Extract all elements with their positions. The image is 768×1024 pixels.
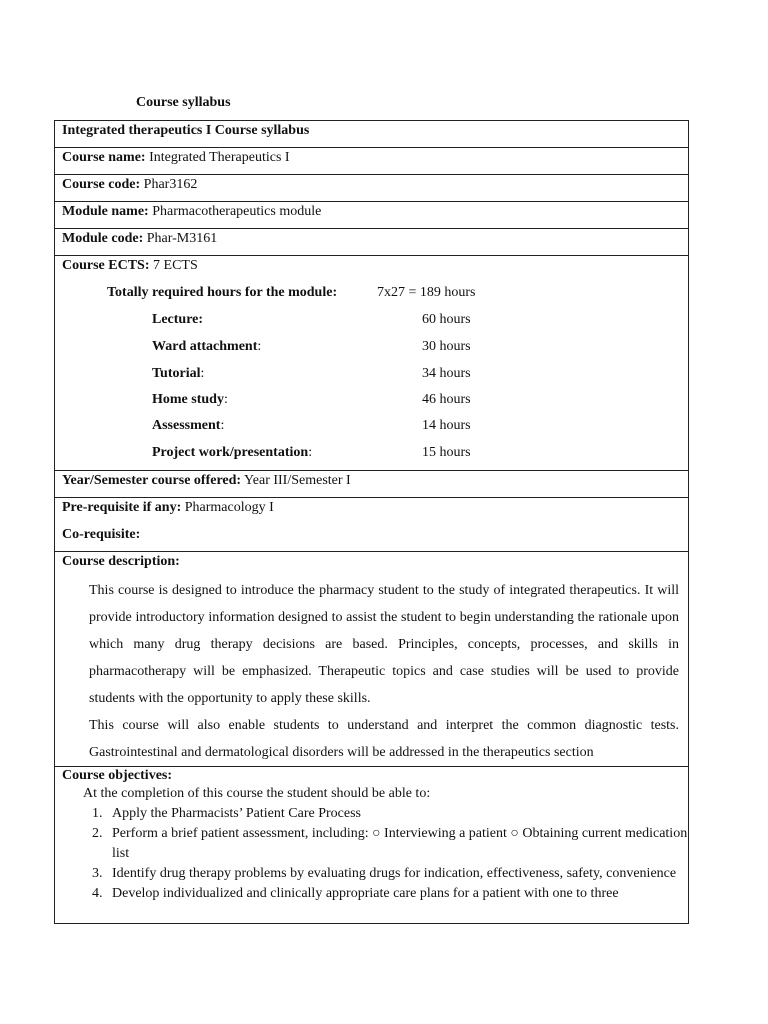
prerequisite-value: Pharmacology I bbox=[181, 500, 274, 515]
breakdown-hours: 46 hours bbox=[422, 392, 471, 407]
module-code-row bbox=[55, 229, 688, 256]
breakdown-hours: 14 hours bbox=[422, 418, 471, 433]
objective-item: 4. Develop individualized and clinically appropriate care plans for a patient with one to three bbox=[106, 884, 688, 904]
course-name-value: Integrated Therapeutics I bbox=[145, 150, 290, 165]
syllabus-table bbox=[54, 120, 689, 924]
breakdown-hours: 34 hours bbox=[422, 366, 471, 381]
ects-value: 7 ECTS bbox=[149, 258, 198, 273]
breakdown-item bbox=[152, 311, 552, 329]
course-objectives-label: Course objectives: bbox=[62, 768, 173, 783]
objectives-list bbox=[62, 804, 688, 904]
module-name-row bbox=[55, 202, 688, 229]
breakdown-suffix: : bbox=[200, 366, 205, 381]
prerequisite-label: Pre-requisite if any: bbox=[62, 500, 182, 515]
total-hours-value: 7x27 = 189 hours bbox=[377, 285, 476, 300]
objective-item: 1. Apply the Pharmacists’ Patient Care Process bbox=[106, 804, 688, 824]
breakdown-item bbox=[152, 338, 552, 356]
course-name-row bbox=[55, 148, 688, 175]
module-name-value: Pharmacotherapeutics module bbox=[148, 204, 322, 219]
table-title-row bbox=[55, 121, 688, 148]
ects-row bbox=[55, 256, 688, 471]
course-description-text bbox=[89, 577, 679, 766]
breakdown-suffix: : bbox=[198, 312, 204, 327]
requisites-row bbox=[55, 498, 688, 552]
breakdown-label: Project work/presentation bbox=[152, 445, 309, 460]
objective-item: 2. Perform a brief patient assessment, including: ○ Interviewing a patient ○ Obtaining current medication list bbox=[106, 824, 688, 864]
breakdown-label: Home study bbox=[152, 392, 224, 407]
year-semester-row bbox=[55, 471, 688, 498]
year-semester-label: Year/Semester course offered: bbox=[62, 473, 242, 488]
module-code-value: Phar-M3161 bbox=[143, 231, 218, 246]
course-code-value: Phar3162 bbox=[140, 177, 198, 192]
course-name-label: Course name: bbox=[62, 150, 146, 165]
module-code-label: Module code: bbox=[62, 231, 144, 246]
corequisite-line bbox=[62, 525, 688, 552]
breakdown-label: Tutorial bbox=[152, 366, 201, 381]
course-code-row bbox=[55, 175, 688, 202]
course-objectives-row bbox=[55, 767, 688, 923]
breakdown-suffix: : bbox=[257, 339, 262, 354]
module-name-label: Module name: bbox=[62, 204, 149, 219]
objectives-intro: At the completion of this course the student should be able to: bbox=[83, 786, 431, 801]
course-description-label: Course description: bbox=[62, 554, 180, 569]
total-hours-line bbox=[107, 284, 527, 302]
breakdown-item bbox=[152, 365, 552, 383]
breakdown-label: Assessment bbox=[152, 418, 221, 433]
breakdown-item bbox=[152, 391, 552, 409]
breakdown-label: Lecture bbox=[152, 312, 199, 327]
breakdown-suffix: : bbox=[223, 392, 228, 407]
total-hours-label: Totally required hours for the module: bbox=[107, 285, 338, 300]
breakdown-label: Ward attachment bbox=[152, 339, 258, 354]
description-paragraph: This course will also enable students to understand and interpret the common diagnostic tests. Gastrointestinal and dermatological disorders will be addressed in the therapeutics section bbox=[89, 718, 679, 760]
breakdown-item bbox=[152, 444, 552, 462]
year-semester-value: Year III/Semester I bbox=[241, 473, 351, 488]
description-paragraph: This course is designed to introduce the pharmacy student to the study of integrated therapeutics. It will provide introductory information designed to assist the student to begin understanding the rationale upon which many drug therapy decisions are based. Principles, concepts, processes, and skills in pharmacotherapy will be emphasized. Therapeutic topics and case studies will be used to provide students with the opportunity to apply these skills. bbox=[89, 583, 679, 706]
document-heading: Course syllabus bbox=[136, 95, 231, 110]
corequisite-label: Co-requisite: bbox=[62, 527, 141, 542]
breakdown-suffix: : bbox=[220, 418, 225, 433]
table-title: Integrated therapeutics I Course syllabus bbox=[62, 123, 310, 138]
breakdown-hours: 15 hours bbox=[422, 445, 471, 460]
prerequisite-line bbox=[62, 498, 688, 525]
course-code-label: Course code: bbox=[62, 177, 141, 192]
breakdown-item bbox=[152, 417, 552, 435]
objective-item: 3. Identify drug therapy problems by evaluating drugs for indication, effectiveness, safety, convenience bbox=[106, 864, 688, 884]
breakdown-hours: 30 hours bbox=[422, 339, 471, 354]
course-description-row bbox=[55, 552, 688, 767]
breakdown-hours: 60 hours bbox=[422, 312, 471, 327]
breakdown-suffix: : bbox=[308, 445, 313, 460]
ects-label: Course ECTS: bbox=[62, 258, 150, 273]
